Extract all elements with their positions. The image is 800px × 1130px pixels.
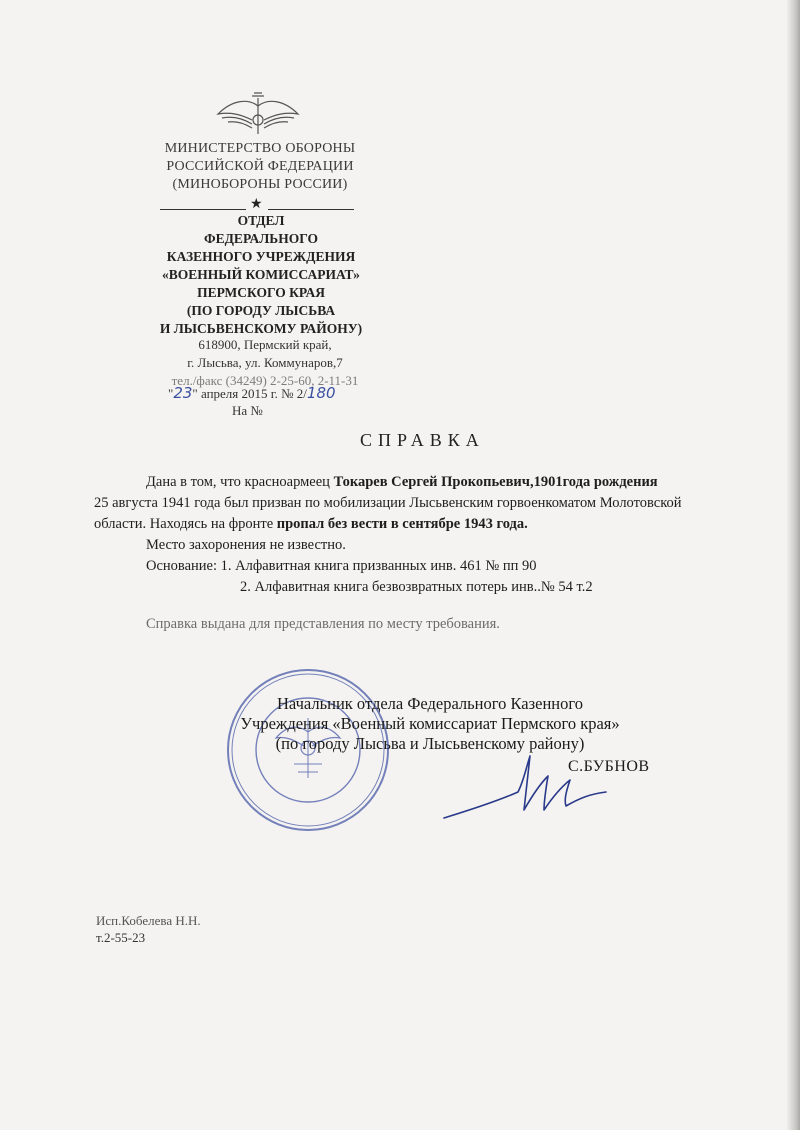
doc-number-handwritten: 180 bbox=[306, 384, 336, 402]
basis-line: 2. Алфавитная книга безвозвратных потерь инв..№ 54 т.2 bbox=[240, 579, 593, 595]
eagle-emblem-icon bbox=[212, 92, 304, 138]
executor-block bbox=[96, 912, 201, 946]
date-text: апреля 2015 г. № 2/ bbox=[200, 386, 307, 401]
department-line: ПЕРМСКОГО КРАЯ bbox=[197, 285, 325, 300]
department-line: ФЕДЕРАЛЬНОГО bbox=[204, 231, 318, 246]
date-day-handwritten: 23 bbox=[173, 384, 193, 402]
scan-edge-shadow bbox=[786, 0, 800, 1130]
ministry-line: МИНИСТЕРСТВО ОБОРОНЫ bbox=[164, 141, 356, 156]
date-line: "23" апреля 2015 г. № 2/180 bbox=[168, 384, 336, 402]
ministry-header bbox=[135, 140, 385, 194]
soldier-name: Токарев Сергей Прокопьевич,1901года рождения bbox=[333, 474, 658, 490]
ministry-line: (МИНОБОРОНЫ РОССИИ) bbox=[172, 177, 348, 192]
paragraph-text: области. Находясь на фронте bbox=[94, 516, 277, 532]
executor-name: Исп.Кобелева Н.Н. bbox=[96, 913, 201, 928]
header-divider bbox=[160, 198, 354, 212]
paragraph-line bbox=[94, 515, 528, 534]
phone-line: тел./факс (34249) 2-25-60, 2-11-31 bbox=[171, 373, 359, 388]
signature-title-line: Начальник отдела Федерального Казенного bbox=[277, 694, 583, 713]
address-line: 618900, Пермский край, bbox=[198, 337, 332, 352]
executor-phone: т.2-55-23 bbox=[96, 930, 146, 945]
burial-line: Место захоронения не известно. bbox=[146, 537, 346, 553]
issued-for-line: Справка выдана для представления по месту требования. bbox=[146, 616, 500, 632]
document-title: СПРАВКА bbox=[360, 430, 485, 450]
paragraph-text: Дана в том, что красноармеец bbox=[146, 474, 334, 490]
paragraph-line: 25 августа 1941 года был призван по мобилизации Лысьвенским горвоенкоматом Молотовской bbox=[94, 495, 682, 511]
star-icon: ★ bbox=[250, 197, 263, 212]
address-block bbox=[150, 336, 380, 390]
signature-title-line: (по городу Лысьва и Лысьвенскому району) bbox=[275, 734, 585, 753]
handwritten-signature bbox=[440, 740, 610, 830]
address-line: г. Лысьва, ул. Коммунаров,7 bbox=[187, 355, 343, 370]
missing-status: пропал без вести в сентябре 1943 года. bbox=[276, 516, 528, 532]
signature-title-line: Учреждения «Военный комиссариат Пермского края» bbox=[240, 714, 620, 733]
basis-line: Основание: 1. Алфавитная книга призванных инв. 461 № пп 90 bbox=[146, 558, 537, 574]
department-line: (ПО ГОРОДУ ЛЫСЬВА bbox=[186, 303, 336, 318]
department-line: И ЛЫСЬВЕНСКОМУ РАЙОНУ) bbox=[159, 321, 363, 336]
ministry-line: РОССИЙСКОЙ ФЕДЕРАЦИИ bbox=[166, 159, 354, 174]
reference-number: На № bbox=[232, 403, 263, 418]
signer-name: С.БУБНОВ bbox=[568, 758, 650, 775]
department-header bbox=[130, 212, 392, 338]
paragraph-line bbox=[146, 473, 658, 492]
department-line: КАЗЕННОГО УЧРЕЖДЕНИЯ bbox=[166, 249, 356, 264]
department-line: «ВОЕННЫЙ КОМИССАРИАТ» bbox=[162, 267, 360, 282]
department-line: ОТДЕЛ bbox=[237, 213, 285, 228]
